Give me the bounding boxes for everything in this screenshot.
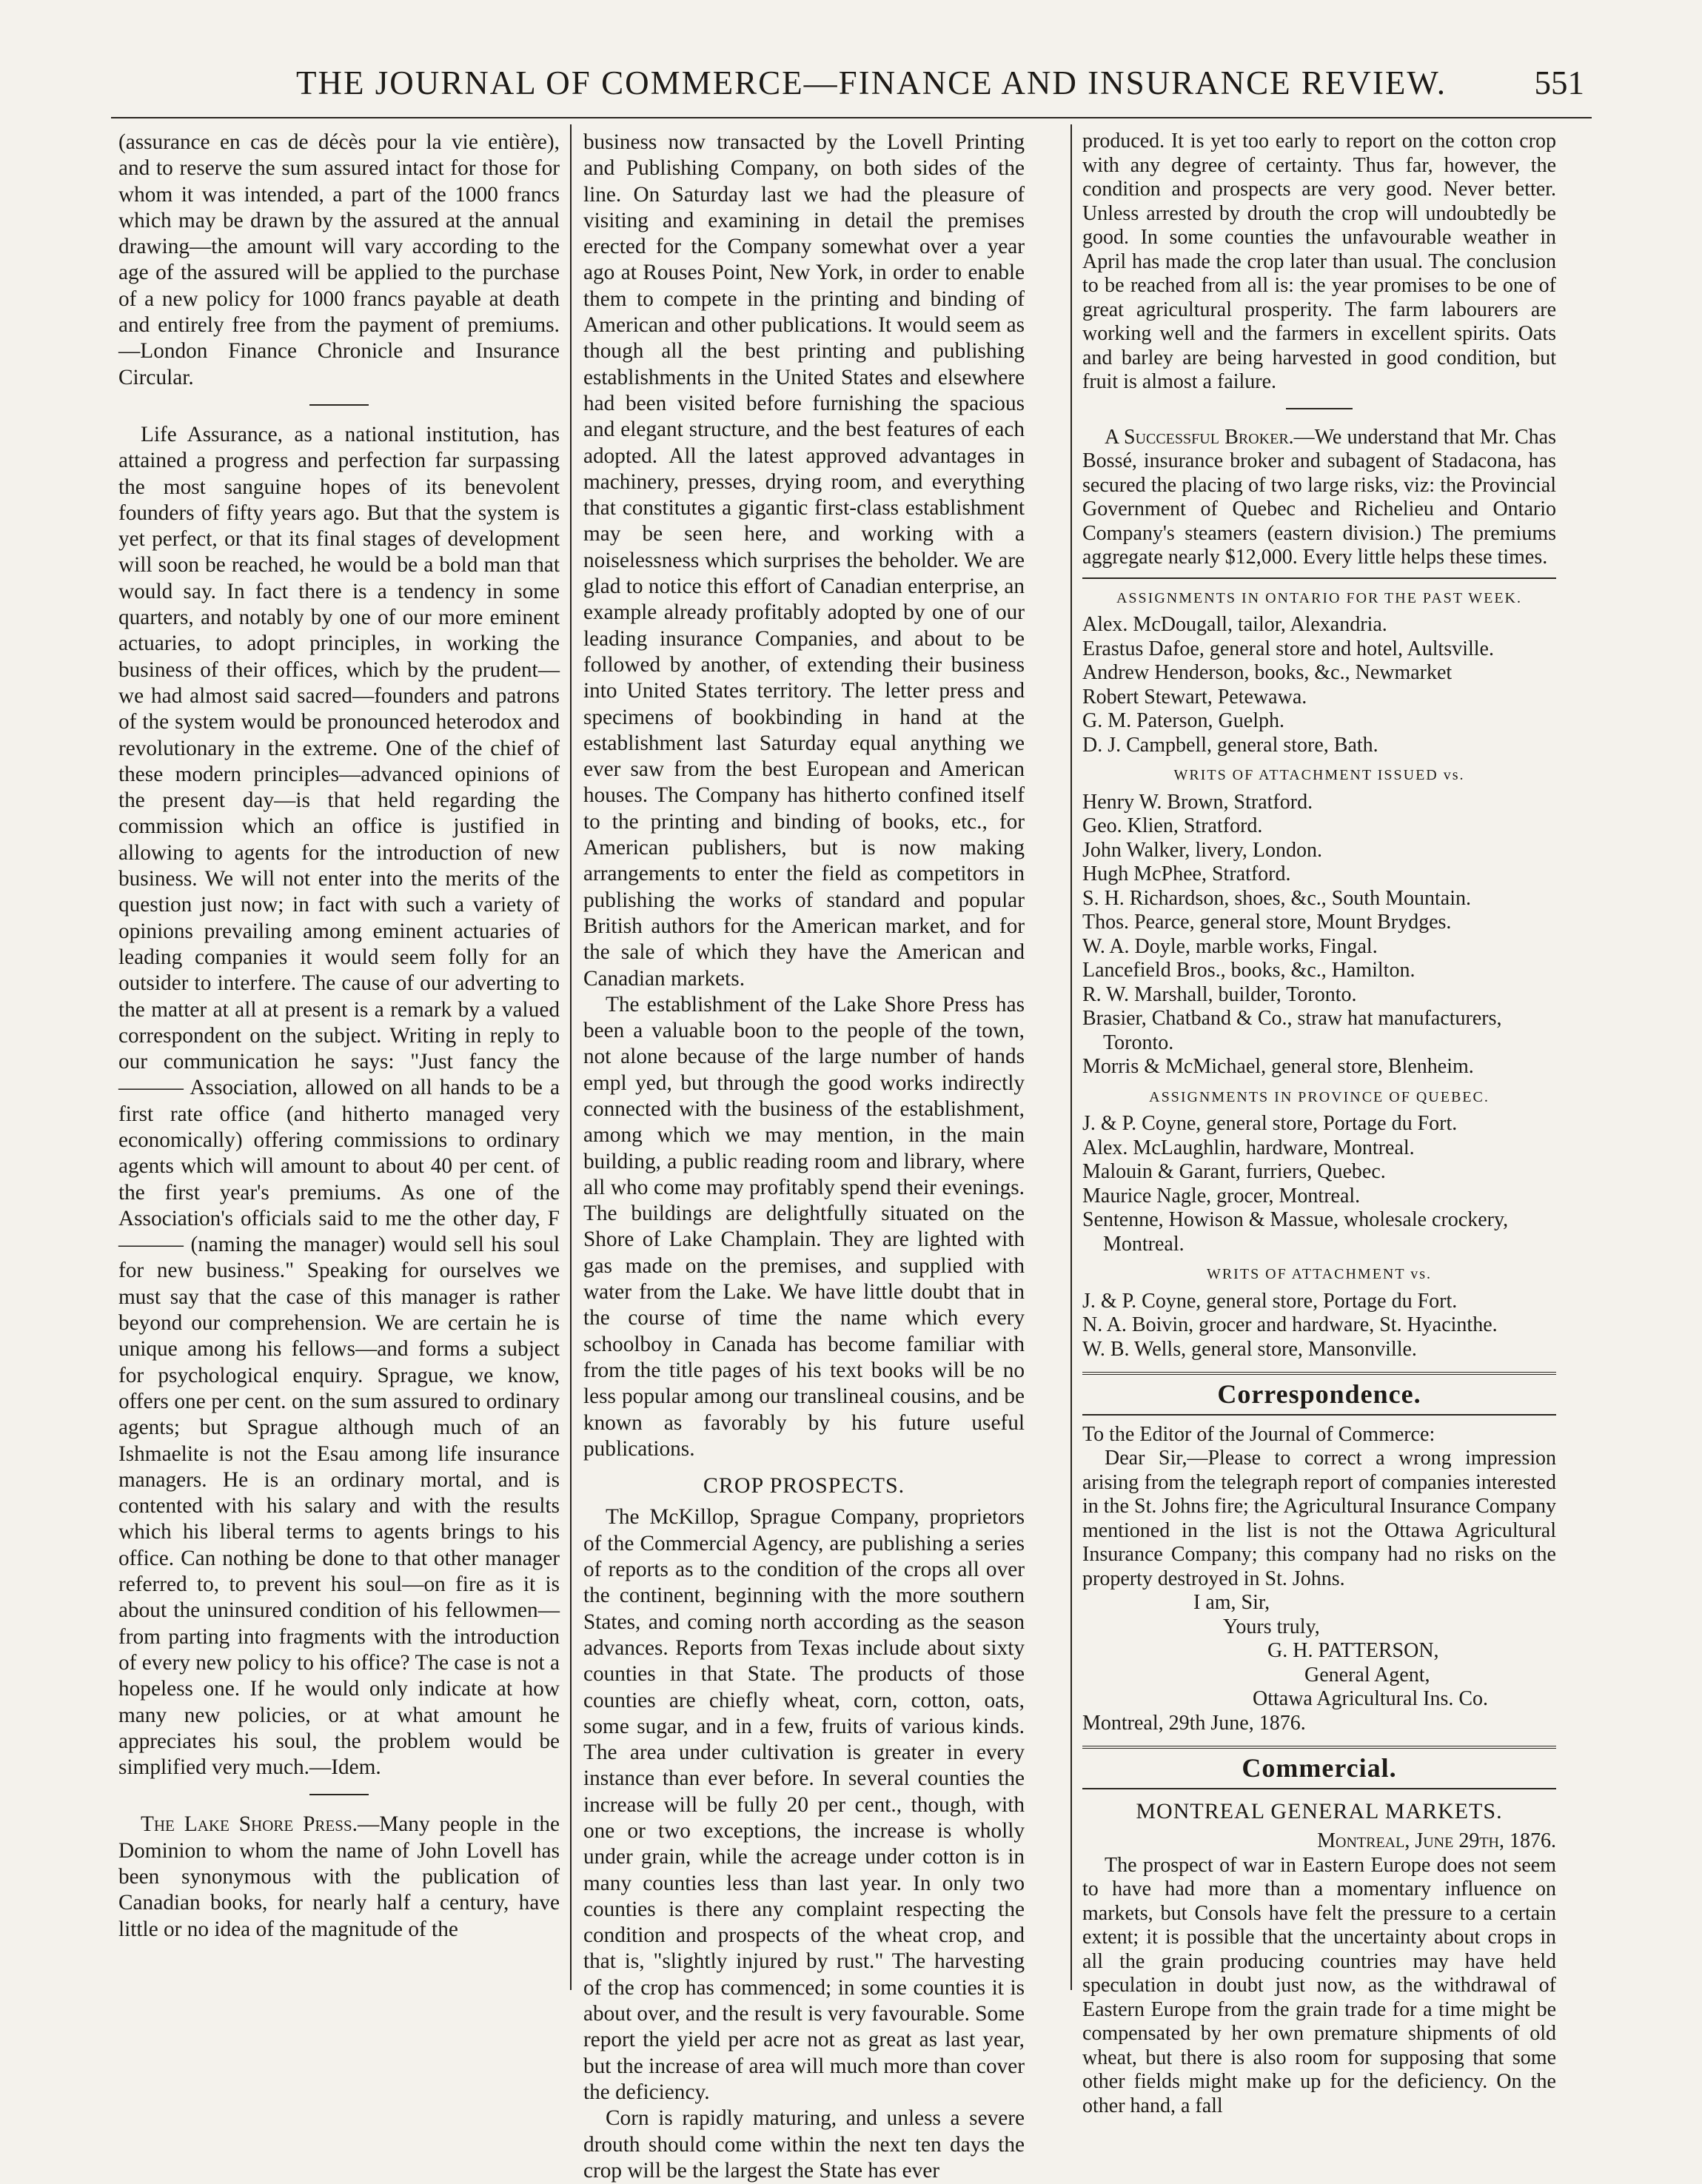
list-item: Brasier, Chatband & Co., straw hat manufacturers, Toronto. [1082,1007,1502,1054]
section-rule [1082,577,1556,579]
article-paragraph: (assurance en cas de décès pour la vie entière), and to reserve the sum assured intact for those for whom it was intended, a part of the 1000 francs which may be drawn by the assured at the annual drawing—the amount will vary according to the age of the assured will be applied to the purchase of a new policy for 1000 francs payable at death and entirely free from the payment of premiums.—London Finance Chronicle and Insurance Circular. [118,130,560,389]
section-heading: Correspondence. [1217,1379,1421,1409]
article-text: —We understand that Mr. Chas Bossé, insurance broker and subagent of Stadacona, has secured the placing of two large risks, viz: the Provincial Government of Quebec and Richelieu and Ontario Company's steamers (eastern division.) The premiums aggregate nearly $12,000. Every little helps these times. [1082,425,1556,569]
article-lead: A Successful Broker. [1105,425,1294,449]
list-item: D. J. Campbell, general store, Bath. [1082,733,1378,757]
signature-line: G. H. PATTERSON, [1267,1639,1439,1662]
article-paragraph: The establishment of the Lake Shore Press has been a valuable boon to the people of the town, not alone because of the large number of hands empl yed, but through the good works indirectly connected with the business of the establishment, among which we may mention, in the main building, a public reading room and library, where all who come may profitably spend their evenings. The buildings are delightfully situated on the Shore of Lake Champlain. They are lighted with gas made on the premises, and supplied with water from the Lake. We have little doubt that in the course of time the name which every schoolboy in Canada has become familiar with from the title pages of his text books will be no less popular among our translineal cousins, and be known as favorably by his future useful publications. [583,992,1025,1461]
list-item: Thos. Pearce, general store, Mount Brydges. [1082,911,1452,934]
list-item: J. & P. Coyne, general store, Portage du Fort. [1082,1112,1458,1135]
list-item: Lancefield Bros., books, &c., Hamilton. [1082,959,1415,982]
section-separator [309,1794,369,1795]
list-item: W. B. Wells, general store, Mansonville. [1082,1337,1417,1361]
assignments-ontario-list [1082,613,1556,757]
article-paragraph: Life Assurance, as a national institution, has attained a progress and perfection far surpassing the most sanguine hopes of its benevolent founders of fifty years ago. But that the system is yet perfect, or that its final stages of development will soon be reached, he would be a bold man that would say. In fact there is a tendency in some quarters, and notably by one of our more eminent actuaries, to adopt principles, in working the business of their offices, which by the prudent—we had almost said sacred—founders and patrons of the system would be pronounced heterodox and revolutionary in the extreme. One of the chief of these modern principles—advanced opinions of the present day—is that held regarding the commission which an office is justified in allowing to agents for the introduction of new business. We will not enter into the merits of the question just now; in fact with such a variety of opinions prevailing among eminent actuaries of leading companies it would seem folly for an outsider to interfere. The cause of our adverting to the matter at all at present is a remark by a valued correspondent on the subject. Writing in reply to our communication he says: "Just fancy the ——— Association, allowed on all hands to be a first rate office (and hitherto managed very economically) offering commissions to ordinary agents which will amount to about 40 per cent. of the first year's premiums. As one of the Association's officials said to me the other day, F——— (naming the manager) would sell his soul for new business." Speaking for ourselves we must say that the case of this manager is rather beyond our comprehension. We are certain he is unique among his fellows—and forms a subject for psychological enquiry. Sprague, we know, offers one per cent. on the sum assured to ordinary agents; but Sprague although much of an Ishmaelite is not the Esau among life insurance managers. He is an ordinary mortal, and is contented with his salary and with the results which his liberal terms to agents brings to his office. Can nothing be done to that other manager referred to, to prevent his soul—on fire as it is about the uninsured condition of his fellowmen—from parting into fragments with the introduction of every new policy to his office? The case is not a hopeless one. If he would only indicate at how many new policies, or at what amount he appreciates his soul, the problem would be simplified very much.—Idem. [118,422,560,1780]
column-2 [583,130,1025,2184]
section-separator [309,404,369,406]
list-item: Alex. McDougall, tailor, Alexandria. [1082,613,1387,636]
market-paragraph: The prospect of war in Eastern Europe does not seem to have had more than a momentary influence on markets, but Consols have felt the pressure to a certain extent; it is possible that the uncertainty about crops in all the grain producing countries may have held speculation in doubt just now, as the withdrawal of Eastern Europe from the grain trade for a time might be compensated by her own premature shipments of old wheat, but there is also room for supposing that some other fields might make up for the deficiency. On the other hand, a fall [1082,1853,1556,2117]
article-paragraph [118,1812,560,1942]
list-heading: WRITS OF ATTACHMENT ISSUED vs. [1173,767,1465,783]
article-paragraph [1082,426,1556,570]
section-heading: CROP PROSPECTS. [703,1473,905,1498]
market-dateline: Montreal, June 29th, 1876. [1317,1829,1556,1852]
column-3 [1082,130,1556,2118]
letter-signature [1082,1591,1556,1712]
list-heading: ASSIGNMENTS IN ONTARIO FOR THE PAST WEEK. [1116,589,1523,606]
writs-list [1082,791,1556,1079]
list-item: Henry W. Brown, Stratford. [1082,790,1313,814]
article-paragraph: The McKillop, Sprague Company, proprietors of the Commercial Agency, are publishing a series of reports as to the condition of the crops all over the continent, beginning with the more southern States, and coming north according as the season advances. Reports from Texas include about sixty counties in that State. The products of those counties are chiefly wheat, corn, cotton, oats, some sugar, and in a few, fruits of various kinds. The area under cultivation is greater in every instance than ever before. In several counties the increase will be fully 20 per cent., though, with one or two exceptions, the increase is wholly under grain, while the acreage under cotton is in many counties less than last year. In only two counties is there any complaint respecting the condition and prospects of the wheat crop, and that is, "slightly injured by rust." The harvesting of the crop has commenced; in some counties it is about over, and the result is very favourable. Some report the yield per acre not as great as last year, but the increase of area will much more than cover the deficiency. [583,1505,1025,2104]
list-item: Malouin & Garant, furriers, Quebec. [1082,1160,1386,1183]
section-rule [1082,1372,1556,1375]
list-item: John Walker, livery, London. [1082,838,1323,862]
section-separator [1286,408,1353,409]
page-number: 551 [1534,64,1584,101]
list-item: Robert Stewart, Petewawa. [1082,685,1307,709]
signature-line: I am, Sir, [1193,1591,1270,1614]
letter-salutation: To the Editor of the Journal of Commerce: [1082,1422,1435,1446]
signature-line: Ottawa Agricultural Ins. Co. [1253,1687,1489,1710]
list-item: Alex. McLaughlin, hardware, Montreal. [1082,1136,1415,1159]
list-heading: ASSIGNMENTS IN PROVINCE OF QUEBEC. [1149,1088,1490,1105]
section-rule [1082,1414,1556,1416]
article-paragraph: business now transacted by the Lovell Printing and Publishing Company, on both sides of the line. On Saturday last we had the pleasure of visiting and examining in detail the premises erected for the Company somewhat over a year ago at Rouses Point, New York, in order to enable them to compete in the printing and binding of American and other publications. It would seem as though all the best printing and publishing establishments in the United States and elsewhere had been visited before furnishing the spacious and elegant structure, and the best features of each adopted. All the latest approved advantages in machinery, presses, drying room, and everything that constitutes a gigantic first-class establishment may be seen here, and working with a noiselessness which surprises the beholder. We are glad to notice this effort of Canadian enterprise, an example already profitably adopted by one of our leading insurance Companies, and about to be followed by another, of extending their business into United States territory. The letter press and specimens of bookbinding in hand at the establishment last Saturday equal anything we ever saw from the best European and American houses. The Company has hitherto confined itself to the printing and binding of books, etc., for American publishers, but is now making arrangements to enter the field as competitors in publishing the works of standard and popular British authors for the American market, and for the sale of which they have the American and Canadian markets. [583,130,1025,991]
assignments-quebec-list [1082,1112,1556,1256]
list-item: Andrew Henderson, books, &c., Newmarket [1082,661,1453,684]
section-rule [1082,1788,1556,1789]
section-rule [1082,1746,1556,1749]
letter-body: Dear Sir,—Please to correct a wrong impression arising from the telegraph report of companies interested in the St. Johns fire; the Agricultural Insurance Company mentioned in the list is not the Ottawa Agricultural Insurance Company; this company had no risks on the property destroyed in St. Johns. [1082,1447,1556,1590]
list-heading: WRITS OF ATTACHMENT vs. [1206,1266,1433,1282]
journal-title: THE JOURNAL OF COMMERCE—FINANCE AND INSURANCE REVIEW. [296,64,1447,101]
list-item: J. & P. Coyne, general store, Portage du Fort. [1082,1289,1458,1313]
list-item: Erastus Dafoe, general store and hotel, Aultsville. [1082,637,1494,660]
signature-line: Yours truly, [1223,1615,1320,1638]
list-item: Geo. Klien, Stratford. [1082,814,1263,837]
article-paragraph: Corn is rapidly maturing, and unless a severe drouth should come within the next ten days the crop will be the largest the State has ever [583,2106,1025,2183]
list-item: N. A. Boivin, grocer and hardware, St. Hyacinthe. [1082,1313,1498,1336]
writs-quebec-list [1082,1290,1556,1362]
list-item: S. H. Richardson, shoes, &c., South Mountain. [1082,886,1471,910]
letter-date: Montreal, 29th June, 1876. [1082,1711,1306,1735]
list-item: Sentenne, Howison & Massue, wholesale crockery, Montreal. [1082,1208,1509,1256]
list-item: W. A. Doyle, marble works, Fingal. [1082,934,1378,958]
list-item: Maurice Nagle, grocer, Montreal. [1082,1184,1361,1207]
list-item: Morris & McMichael, general store, Blenheim. [1082,1055,1474,1078]
list-item: Hugh McPhee, Stratford. [1082,862,1291,885]
article-lead: The Lake Shore Press. [141,1812,358,1837]
market-heading: MONTREAL GENERAL MARKETS. [1136,1798,1503,1823]
column-1 [118,130,560,1943]
article-text: —Many people in the Dominion to whom the name of John Lovell has been synonymous with the publication of Canadian books, for nearly half a century, have little or no idea of the magnitude of the [118,1812,560,1941]
column-rule-1 [570,124,572,1990]
page-header [111,58,1592,118]
section-heading: Commercial. [1242,1753,1397,1783]
article-paragraph: produced. It is yet too early to report on the cotton crop with any degree of certainty. Thus far, however, the condition and prospects are very good. Never better. Unless arrested by drouth the crop will undoubtedly be good. In some counties the unfavourable weather in April has made the crop later than usual. The conclusion to be reached from all is: the year promises to be one of great agricultural prosperity. The farm labourers are working well and the farmers in excellent spirits. Oats and barley are being harvested in good condition, but fruit is almost a failure. [1082,130,1556,393]
list-item: R. W. Marshall, builder, Toronto. [1082,982,1357,1006]
list-item: G. M. Paterson, Guelph. [1082,709,1284,732]
column-rule-2 [1071,124,1072,1990]
signature-line: General Agent, [1304,1663,1430,1686]
